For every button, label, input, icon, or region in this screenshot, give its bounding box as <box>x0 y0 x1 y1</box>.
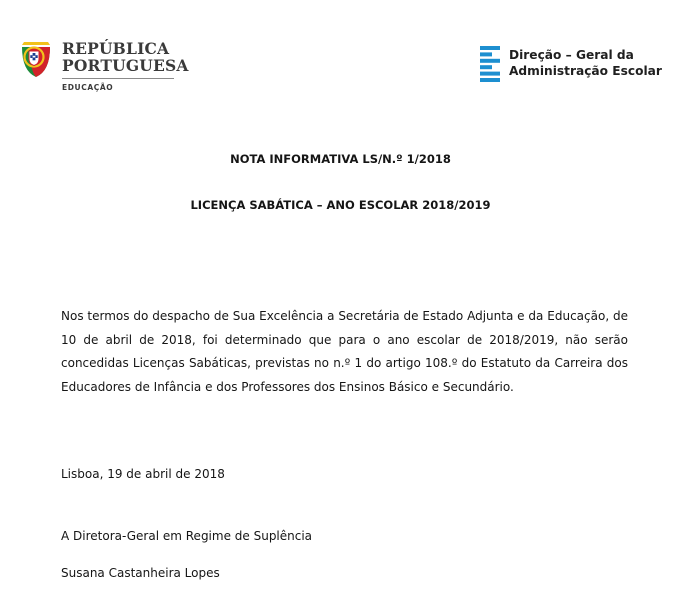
body-line: Nos termos do despacho de Sua Excelência a Secretária de Estado Adjunta e da Educação, de <box>61 309 628 323</box>
logo-line-administracao-escolar: Administração Escolar <box>509 64 662 78</box>
dgae-logo <box>480 46 660 82</box>
logo-line-republica: REPÚBLICA <box>62 39 170 58</box>
signatory-name: Susana Castanheira Lopes <box>61 566 220 580</box>
logo-divider <box>62 78 174 79</box>
signatory-role: A Diretora-Geral em Regime de Suplência <box>61 529 313 543</box>
body-line: 10 de abril de 2018, foi determinado que para o ano escolar de 2018/2019, não serão <box>61 332 628 347</box>
body-paragraph <box>61 305 628 399</box>
logo-line-direcao-geral: Direção – Geral da <box>509 48 634 62</box>
dgae-bars-icon <box>480 46 500 82</box>
document-title: NOTA INFORMATIVA LS/N.º 1/2018 <box>230 152 451 166</box>
logo-line-portuguesa: PORTUGUESA <box>62 56 189 75</box>
body-line: Educadores de Infância e dos Professores dos Ensinos Básico e Secundário. <box>61 379 514 394</box>
republica-portuguesa-logo <box>20 39 189 100</box>
date-line: Lisboa, 19 de abril de 2018 <box>61 467 225 481</box>
portugal-coat-of-arms-icon <box>20 41 52 79</box>
document-subtitle: LICENÇA SABÁTICA – ANO ESCOLAR 2018/2019 <box>190 198 491 212</box>
body-line: concedidas Licenças Sabáticas, previstas no n.º 1 do artigo 108.º do Estatuto da Carreira dos <box>61 356 628 371</box>
logo-subtitle-educacao: EDUCAÇÃO <box>62 83 114 92</box>
